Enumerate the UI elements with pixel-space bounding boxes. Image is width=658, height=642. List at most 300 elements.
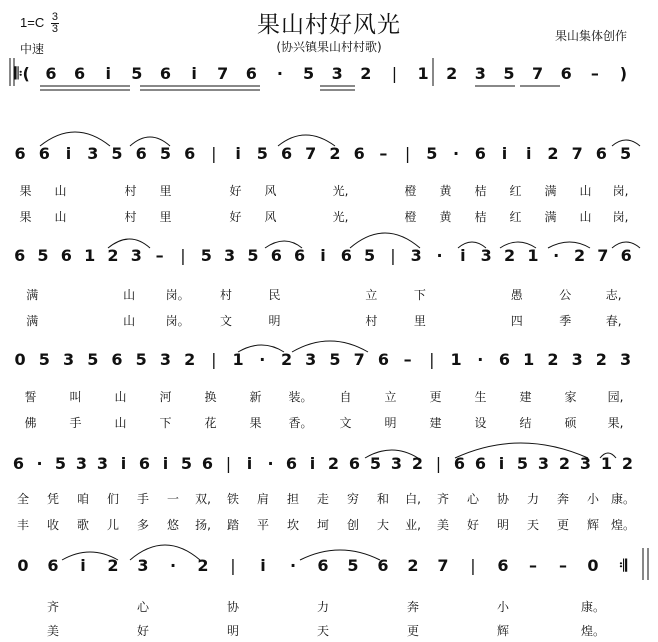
lyric-char: 文: [220, 314, 233, 328]
lyric-char: 更: [556, 518, 569, 532]
note: ·: [36, 454, 43, 473]
bar-line: |: [390, 246, 396, 265]
note: –: [590, 64, 599, 83]
note: 6: [12, 454, 25, 473]
note: 5: [38, 350, 50, 369]
note: 6: [377, 556, 389, 575]
note: ·: [267, 454, 274, 473]
note: i: [120, 454, 127, 473]
lyric-char: 山: [114, 390, 127, 404]
note: 1: [417, 64, 429, 83]
lyric-char: 明: [384, 416, 397, 430]
note: 2: [280, 350, 293, 369]
lyric-char: 装。: [288, 390, 313, 404]
note: i: [460, 246, 466, 265]
lyric-char: 下: [159, 416, 172, 430]
lyric-char: 黄: [439, 210, 452, 224]
note: 6: [560, 64, 572, 83]
note: 6: [474, 454, 487, 473]
note: 2: [446, 64, 458, 83]
lyric-char: 愚: [510, 288, 523, 302]
bar-line: |: [435, 454, 442, 473]
slur: [350, 233, 420, 248]
lyric-char: 齐: [46, 600, 59, 614]
lyric-char: 明: [268, 314, 281, 328]
note: i: [65, 144, 72, 163]
lyric-char: 康。: [580, 600, 605, 614]
note: 3: [410, 246, 422, 265]
note: 6: [595, 144, 607, 163]
lyric-char: 岗。: [165, 288, 190, 302]
lyric-char: 果: [19, 184, 32, 198]
lyric-char: 更: [406, 624, 419, 638]
lyric-char: 花: [204, 416, 217, 430]
note: 6: [453, 454, 466, 473]
lyric-char: 丰: [16, 518, 29, 532]
note: 3: [537, 454, 550, 473]
lyric-char: 平: [256, 518, 269, 532]
note: 3: [390, 454, 403, 473]
lyric-char: 力: [316, 600, 329, 614]
lyric-char: 满: [26, 288, 39, 302]
lyric-char: 好: [136, 624, 149, 638]
note: 2: [547, 144, 559, 163]
slur: [365, 450, 418, 458]
lyric-char: 山: [579, 184, 592, 198]
lyric-char: 满: [544, 184, 557, 198]
slur: [130, 137, 170, 146]
lyric-char: 铁: [226, 492, 239, 506]
lyric-char: 天: [526, 518, 539, 532]
lyric-char: 好: [466, 518, 479, 532]
lyric-char: 一: [166, 492, 179, 506]
note: 5: [200, 246, 212, 265]
lyric-char: 岗,: [612, 210, 629, 224]
lyric-char: 齐: [436, 492, 449, 506]
note: i: [80, 556, 86, 575]
lyric-char: 红: [509, 184, 522, 198]
lyric-char: 辉: [586, 518, 599, 532]
note: ·: [276, 64, 283, 83]
slur: [238, 345, 284, 352]
note: 3: [96, 454, 109, 473]
slur: [612, 140, 640, 146]
lyric-char: 歌: [76, 518, 89, 532]
lyric-char: 村: [220, 288, 233, 302]
note: 5: [302, 64, 315, 83]
note: 2: [621, 454, 634, 473]
note: 5: [369, 454, 382, 473]
lyric-char: 好: [229, 184, 242, 198]
lyric-char: 村: [124, 210, 137, 224]
lyric-char: 山: [54, 184, 67, 198]
lyric-char: 咱: [76, 492, 89, 506]
note: ·: [259, 350, 266, 369]
lyric-char: 美: [46, 624, 59, 638]
slur: [600, 453, 616, 458]
lyric-char: 和: [376, 492, 389, 506]
lyric-char: 设: [474, 416, 487, 430]
note: 6: [620, 246, 632, 265]
lyric-char: 美: [436, 518, 449, 532]
note: i: [235, 144, 241, 163]
note: 2: [503, 246, 516, 265]
lyric-char: 民: [268, 288, 281, 302]
bar-line: |: [180, 246, 186, 265]
note: 5: [37, 246, 49, 265]
note: 7: [597, 246, 609, 265]
key-label: 1=C: [20, 14, 45, 30]
note: 6: [348, 454, 361, 473]
note: 3: [130, 246, 142, 265]
note: 2: [197, 556, 209, 575]
meter-top: 3: [51, 11, 58, 23]
note: 5: [87, 350, 99, 369]
note: 3: [620, 350, 632, 369]
lyric-char: 小: [496, 600, 509, 614]
note: 7: [353, 350, 365, 369]
lyric-char: 满: [26, 314, 39, 328]
note: 6: [138, 454, 151, 473]
note: ·: [553, 246, 560, 265]
note: 5: [426, 144, 438, 163]
lyric-char: 悠: [166, 518, 179, 532]
note: 6: [135, 144, 147, 163]
lyric-char: 家: [564, 390, 577, 404]
note: 3: [480, 246, 492, 265]
lyric-char: 河: [159, 390, 172, 404]
slur: [455, 443, 588, 458]
lyric-char: 小: [586, 492, 599, 506]
lyric-char: 多: [136, 518, 149, 532]
lyric-char: 下: [413, 288, 426, 302]
bar-line: |: [404, 144, 411, 163]
lyric-char: 里: [413, 314, 426, 328]
note: 1: [84, 246, 96, 265]
lyric-char: 奔: [406, 600, 419, 614]
lyric-char: 里: [159, 184, 172, 198]
lyric-char: 建: [519, 390, 532, 404]
note: i: [105, 64, 111, 83]
note: 5: [54, 454, 67, 473]
slur: [278, 135, 335, 146]
lyric-char: 穷: [346, 492, 359, 506]
lyric-char: 明: [496, 518, 509, 532]
note: 3: [331, 64, 343, 83]
lyric-char: 风: [264, 210, 277, 224]
note: 2: [595, 350, 607, 369]
lyric-char: 公: [559, 288, 572, 302]
lyric-char: 园,: [607, 390, 624, 404]
note: 7: [531, 64, 544, 83]
lyric-char: 黄: [439, 184, 452, 198]
lyric-char: 志,: [605, 288, 622, 302]
lyric-char: 坷: [316, 518, 329, 532]
note: 𝄇: [619, 556, 627, 575]
note: –: [379, 144, 388, 163]
lyric-char: 橙: [404, 210, 417, 224]
lyric-char: 橙: [404, 184, 417, 198]
lyric-char: 煌。: [610, 518, 635, 532]
note: 3: [579, 454, 592, 473]
lyric-char: 山: [123, 288, 136, 302]
lyric-char: 双,: [195, 492, 211, 506]
bar-line: |: [429, 350, 435, 369]
note: i: [525, 144, 532, 163]
note: 2: [411, 454, 424, 473]
note: i: [320, 246, 326, 265]
note: –: [155, 246, 164, 265]
note: –: [403, 350, 412, 369]
note: 2: [107, 246, 119, 265]
note: 6: [317, 556, 329, 575]
lyric-char: 全: [16, 492, 29, 506]
tempo-marking: 中速: [20, 42, 45, 56]
note: 6: [159, 64, 171, 83]
note: 3: [87, 144, 99, 163]
lyric-char: 季: [559, 314, 572, 328]
note: 6: [14, 246, 26, 265]
note: 3: [159, 350, 171, 369]
slur: [265, 241, 302, 248]
note: 1: [600, 454, 613, 473]
lyric-char: 誓: [24, 390, 37, 404]
lyric-char: 文: [339, 416, 352, 430]
note: i: [260, 556, 266, 575]
lyric-char: 业,: [405, 518, 421, 532]
note: 7: [571, 144, 583, 163]
lyric-char: 肩: [256, 492, 269, 506]
bar-line: |: [225, 454, 232, 473]
slur: [292, 341, 368, 352]
lyric-char: 换: [204, 390, 217, 404]
note: 0: [14, 350, 26, 369]
note: 7: [437, 556, 449, 575]
bar-line: |: [211, 144, 217, 163]
lyric-char: 四: [510, 314, 523, 328]
bar-line: |: [230, 556, 236, 575]
slur: [40, 132, 110, 146]
bar-line: |: [211, 350, 217, 369]
lyric-char: 春,: [605, 314, 622, 328]
note: 6: [184, 144, 196, 163]
note: 2: [327, 454, 340, 473]
note: ·: [453, 144, 460, 163]
note: i: [162, 454, 169, 473]
lyric-char: 新: [249, 390, 262, 404]
lyric-char: 力: [526, 492, 539, 506]
lyric-char: 结: [519, 416, 532, 430]
lyric-char: 光,: [332, 210, 349, 224]
note: 6: [280, 144, 293, 163]
lyric-char: 红: [509, 210, 522, 224]
note: ·: [477, 350, 484, 369]
note: 6: [340, 246, 352, 265]
note: 6: [270, 246, 282, 265]
lyric-char: 凭: [46, 492, 59, 506]
note: ·: [436, 246, 443, 265]
lyric-char: 果: [249, 416, 262, 430]
lyric-char: 生: [474, 390, 487, 404]
lyric-char: 煌。: [580, 624, 605, 638]
lyric-char: 白,: [405, 492, 421, 506]
note: 5: [516, 454, 529, 473]
note: 2: [573, 246, 586, 265]
bar-line: |: [391, 64, 398, 83]
note: 1: [232, 350, 244, 369]
note: ·: [169, 556, 177, 575]
lyric-char: 村: [124, 184, 137, 198]
lyric-char: 心: [136, 600, 149, 614]
lyric-char: 立: [365, 288, 378, 302]
lyric-char: 心: [466, 492, 479, 506]
note: 0: [587, 556, 599, 575]
note: 2: [360, 64, 372, 83]
slur: [130, 545, 200, 560]
note: i: [498, 454, 505, 473]
lyric-char: 扬,: [195, 518, 211, 532]
note: 5: [503, 64, 515, 83]
note: 5: [364, 246, 376, 265]
lyric-char: 坎: [286, 518, 299, 532]
note: 3: [137, 556, 149, 575]
note: 6: [111, 350, 123, 369]
lyric-char: 桔: [474, 184, 487, 198]
lyric-char: 山: [123, 314, 136, 328]
note: 6: [497, 556, 509, 575]
lyric-char: 叫: [69, 390, 82, 404]
note: 3: [224, 246, 236, 265]
note: 2: [184, 350, 196, 369]
lyric-char: 天: [316, 624, 329, 638]
bar-line: |: [470, 556, 476, 575]
note: 1: [523, 350, 535, 369]
lyric-char: 手: [136, 492, 149, 506]
note: 6: [47, 556, 59, 575]
lyric-char: 果,: [607, 416, 624, 430]
note: i: [246, 454, 253, 473]
lyric-char: 奔: [556, 492, 569, 506]
note: 6: [498, 350, 511, 369]
lyric-char: 更: [429, 390, 442, 404]
note: –: [559, 556, 567, 575]
lyric-char: 硕: [564, 416, 577, 430]
note: 6: [285, 454, 298, 473]
note: ): [619, 64, 628, 83]
note: 5: [159, 144, 171, 163]
lyric-char: 走: [316, 492, 329, 506]
note: 6: [474, 144, 486, 163]
note: 3: [571, 350, 583, 369]
note: 6: [245, 64, 257, 83]
lyric-char: 山: [54, 210, 67, 224]
lyric-char: 明: [226, 624, 239, 638]
lyric-char: 大: [376, 518, 389, 532]
note: 3: [474, 64, 486, 83]
note: 1: [450, 350, 462, 369]
lyric-char: 踏: [226, 518, 239, 532]
note: 6: [60, 246, 72, 265]
lyric-char: 康。: [610, 492, 635, 506]
lyric-char: 自: [339, 390, 352, 404]
note: 3: [305, 350, 317, 369]
lyric-char: 辉: [496, 624, 509, 638]
lyric-char: 协: [226, 600, 239, 614]
slur: [62, 552, 118, 560]
note: 5: [111, 144, 123, 163]
note: 6: [73, 64, 86, 83]
lyric-char: 岗,: [612, 184, 629, 198]
song-subtitle: (协兴镇果山村村歌): [276, 40, 382, 54]
note: 5: [347, 556, 359, 575]
note: 3: [75, 454, 88, 473]
lyric-char: 满: [544, 210, 557, 224]
note: 7: [305, 144, 317, 163]
lyric-char: 立: [384, 390, 397, 404]
lyric-char: 山: [114, 416, 127, 430]
note: 2: [558, 454, 571, 473]
lyric-char: 儿: [106, 518, 119, 532]
meter-bottom: 3: [51, 23, 58, 35]
note: i: [191, 64, 197, 83]
note: 6: [14, 144, 26, 163]
lyric-char: 创: [346, 518, 359, 532]
note: 5: [135, 350, 147, 369]
slur: [612, 242, 640, 248]
note: 6: [294, 246, 306, 265]
composer-credit: 果山集体创作: [555, 29, 628, 43]
lyric-char: 山: [579, 210, 592, 224]
lyric-char: 建: [429, 416, 442, 430]
lyric-char: 协: [496, 492, 509, 506]
note: 2: [547, 350, 559, 369]
note: 7: [217, 64, 229, 83]
lyric-char: 桔: [474, 210, 487, 224]
slur: [458, 242, 486, 248]
lyric-char: 风: [264, 184, 277, 198]
slur: [500, 242, 536, 248]
song-title: 果山村好风光: [257, 12, 401, 38]
note: 6: [377, 350, 389, 369]
lyric-char: 光,: [332, 184, 349, 198]
lyric-char: 们: [106, 492, 119, 506]
slur: [548, 242, 590, 248]
lyric-char: 岗。: [165, 314, 190, 328]
note: 6: [201, 454, 214, 473]
lyric-char: 担: [286, 492, 299, 506]
note: 5: [620, 144, 632, 163]
note: 2: [407, 556, 419, 575]
note: ·: [289, 556, 297, 575]
note: –: [529, 556, 537, 575]
note: 5: [247, 246, 259, 265]
lyric-char: 佛: [24, 416, 37, 430]
note: 5: [256, 144, 268, 163]
lyric-char: 香。: [288, 416, 313, 430]
note: i: [501, 144, 508, 163]
lyric-char: 村: [365, 314, 378, 328]
lyric-char: 果: [19, 210, 32, 224]
note: 2: [107, 556, 119, 575]
note: 2: [329, 144, 341, 163]
lyric-char: 收: [46, 518, 59, 532]
note: 5: [329, 350, 341, 369]
slur: [108, 239, 150, 248]
note: 6: [353, 144, 365, 163]
note: 1: [527, 246, 539, 265]
note: 5: [131, 64, 143, 83]
lyric-char: 手: [69, 416, 82, 430]
